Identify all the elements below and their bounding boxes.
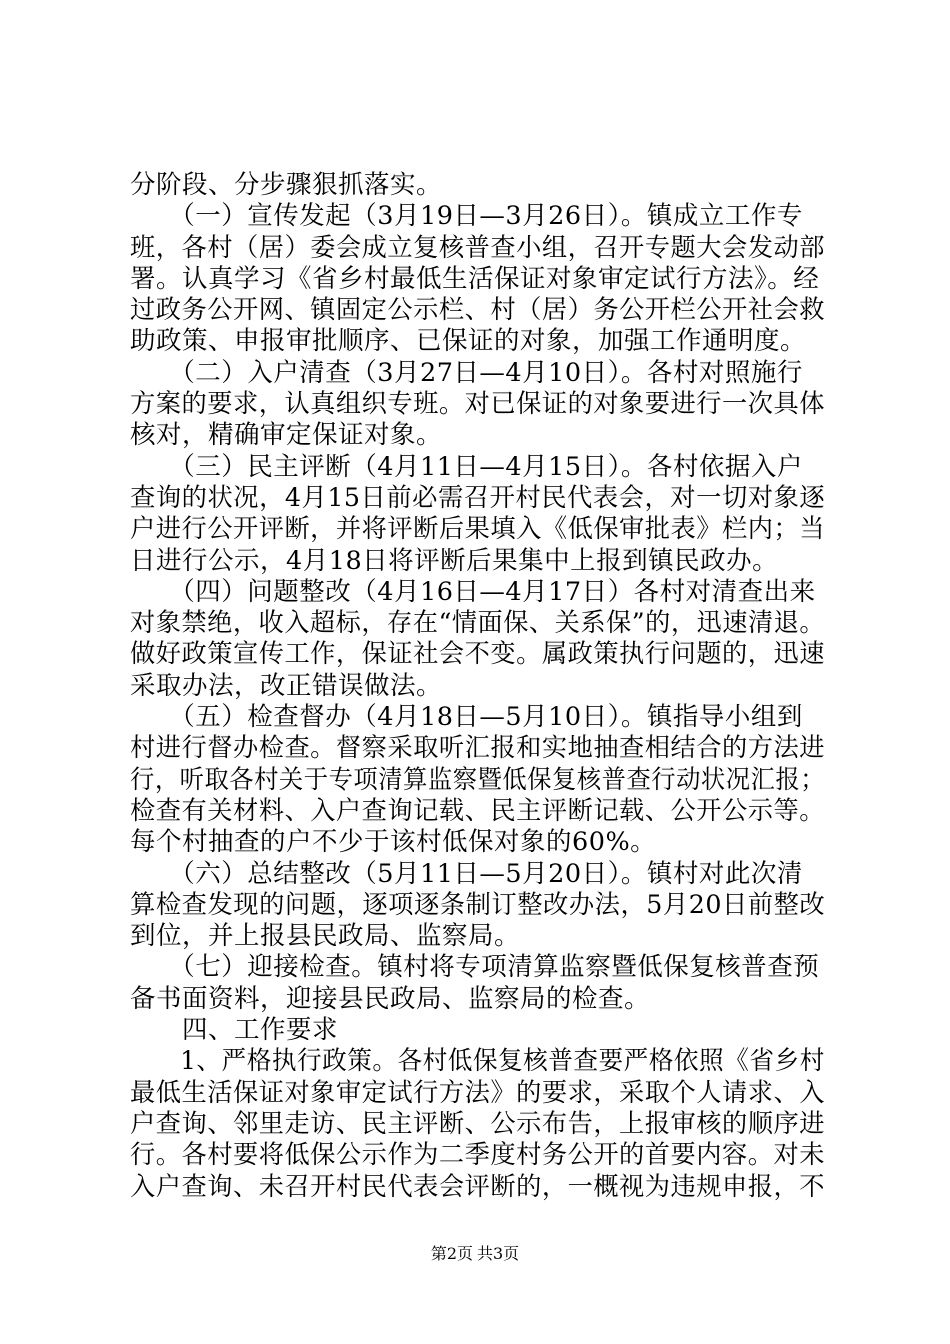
text-line: 署。认真学习《省乡村最低生活保证对象审定试行方法》。经 bbox=[130, 263, 820, 294]
text-line: 算检查发现的问题，逐项逐条制订整改办法，5月20日前整改 bbox=[130, 889, 826, 920]
text-line: 分阶段、分步骤狠抓落实。 bbox=[130, 170, 443, 200]
text-line: 做好政策宣传工作，保证社会不变。属政策执行问题的，迅速 bbox=[130, 639, 825, 670]
page-number: 第2页 bbox=[430, 1244, 473, 1263]
text-line: 行。各村要将低保公示作为二季度村务公开的首要内容。对未 bbox=[130, 1140, 825, 1171]
text-line: 户进行公开评断，并将评断后果填入《低保审批表》栏内；当 bbox=[130, 514, 825, 545]
text-line: 最低生活保证对象审定试行方法》的要求，采取个人请求、入 bbox=[130, 1077, 825, 1108]
text-line: （三）民主评断（4月11日—4月15日）。各村依据入户 bbox=[130, 451, 803, 482]
text-line: （四）问题整改（4月16日—4月17日）各村对清查出来 bbox=[130, 576, 816, 607]
text-line: 户查询、邻里走访、民主评断、公示布告，上报审核的顺序进 bbox=[130, 1108, 825, 1139]
text-line: 检查有关材料、入户查询记载、民主评断记载、公开公示等。 bbox=[130, 795, 825, 826]
page-footer bbox=[0, 1244, 950, 1264]
text-line: 班，各村（居）委会成立复核普查小组，召开专题大会发动部 bbox=[130, 232, 825, 263]
text-line: 助政策、申报审批顺序、已保证的对象，加强工作通明度。 bbox=[130, 326, 807, 357]
text-line: 查询的状况，4月15日前必需召开村民代表会，对一切对象逐 bbox=[130, 482, 826, 513]
text-line: 过政务公开网、镇固定公示栏、村（居）务公开栏公开社会救 bbox=[130, 295, 825, 326]
section-heading: 四、工作要求 bbox=[130, 1015, 339, 1046]
text-line: 日进行公示，4月18日将评断后果集中上报到镇民政办。 bbox=[130, 545, 779, 576]
text-line: （二）入户清查（3月27日—4月10日）。各村对照施行 bbox=[130, 357, 803, 388]
text-line: 村进行督办检查。督察采取听汇报和实地抽查相结合的方法进 bbox=[130, 733, 825, 764]
document-body bbox=[130, 170, 830, 1203]
text-line: 采取办法，改正错误做法。 bbox=[130, 670, 443, 701]
page-total: 共3页 bbox=[477, 1244, 520, 1263]
text-line: 方案的要求，认真组织专班。对已保证的对象要进行一次具体 bbox=[130, 389, 825, 420]
text-line: 每个村抽查的户不少于该村低保对象的60%。 bbox=[130, 827, 657, 858]
text-line: 行，听取各村关于专项清算监察暨低保复核普查行动状况汇报； bbox=[130, 764, 826, 795]
text-line: （五）检查督办（4月18日—5月10日）。镇指导小组到 bbox=[130, 702, 803, 733]
text-line: 对象禁绝，收入超标，存在“情面保、关系保”的，迅速清退。 bbox=[130, 608, 826, 639]
text-line: 备书面资料，迎接县民政局、监察局的检查。 bbox=[130, 983, 651, 1014]
text-line: （七）迎接检查。镇村将专项清算监察暨低保复核普查预 bbox=[130, 952, 820, 983]
text-line: 1、严格执行政策。各村低保复核普查要严格依照《省乡村 bbox=[130, 1046, 825, 1077]
text-line: 到位，并上报县民政局、监察局。 bbox=[130, 921, 521, 952]
text-line: 核对，精确审定保证对象。 bbox=[130, 420, 443, 451]
text-line: 入户查询、未召开村民代表会评断的，一概视为违规申报，不 bbox=[130, 1171, 825, 1202]
text-line: （一）宣传发起（3月19日—3月26日）。镇成立工作专 bbox=[130, 201, 803, 232]
text-line: （六）总结整改（5月11日—5月20日）。镇村对此次清 bbox=[130, 858, 803, 889]
